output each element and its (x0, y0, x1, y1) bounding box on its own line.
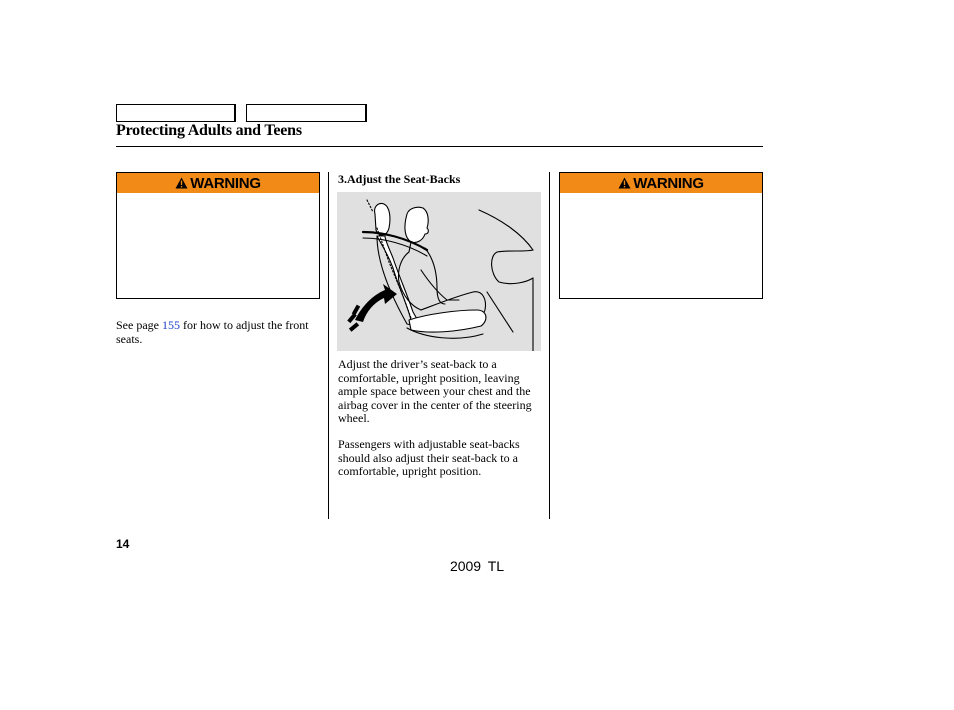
nav-button-1[interactable] (116, 104, 236, 122)
see-page-suffix: for how to adjust the front seats. (116, 318, 309, 346)
page-link-155[interactable]: 155 (161, 318, 180, 332)
model-footer: 2009 TL (449, 558, 505, 574)
see-page-prefix: See page (116, 318, 159, 332)
warning-box-right (559, 172, 763, 299)
column-divider (549, 172, 550, 519)
section-heading: 3.Adjust the Seat-Backs (338, 172, 461, 186)
column-divider (328, 172, 329, 519)
nav-button-2[interactable] (246, 104, 367, 122)
seat-adjustment-illustration-icon (337, 192, 541, 351)
seat-adjustment-figure (337, 192, 541, 351)
warning-triangle-icon (175, 177, 188, 189)
warning-triangle-icon (618, 177, 631, 189)
page-number: 14 (116, 537, 130, 551)
see-page-reference (116, 318, 316, 346)
paragraph-passenger-seat-backs: Passengers with adjustable seat-backs should also adjust their seat-back to a comfortable, upright position. (338, 437, 520, 478)
warning-header (117, 173, 319, 193)
warning-box-left (116, 172, 320, 299)
warning-header (560, 173, 762, 193)
warning-label: WARNING (190, 174, 261, 192)
title-divider (116, 146, 763, 147)
warning-label: WARNING (633, 174, 704, 192)
page-title: Protecting Adults and Teens (116, 122, 302, 139)
paragraph-seat-back-adjustment: Adjust the driver’s seat-back to a comfortable, upright position, leaving ample space between your chest and the airbag cover in the center of the steering wheel. (338, 357, 532, 425)
